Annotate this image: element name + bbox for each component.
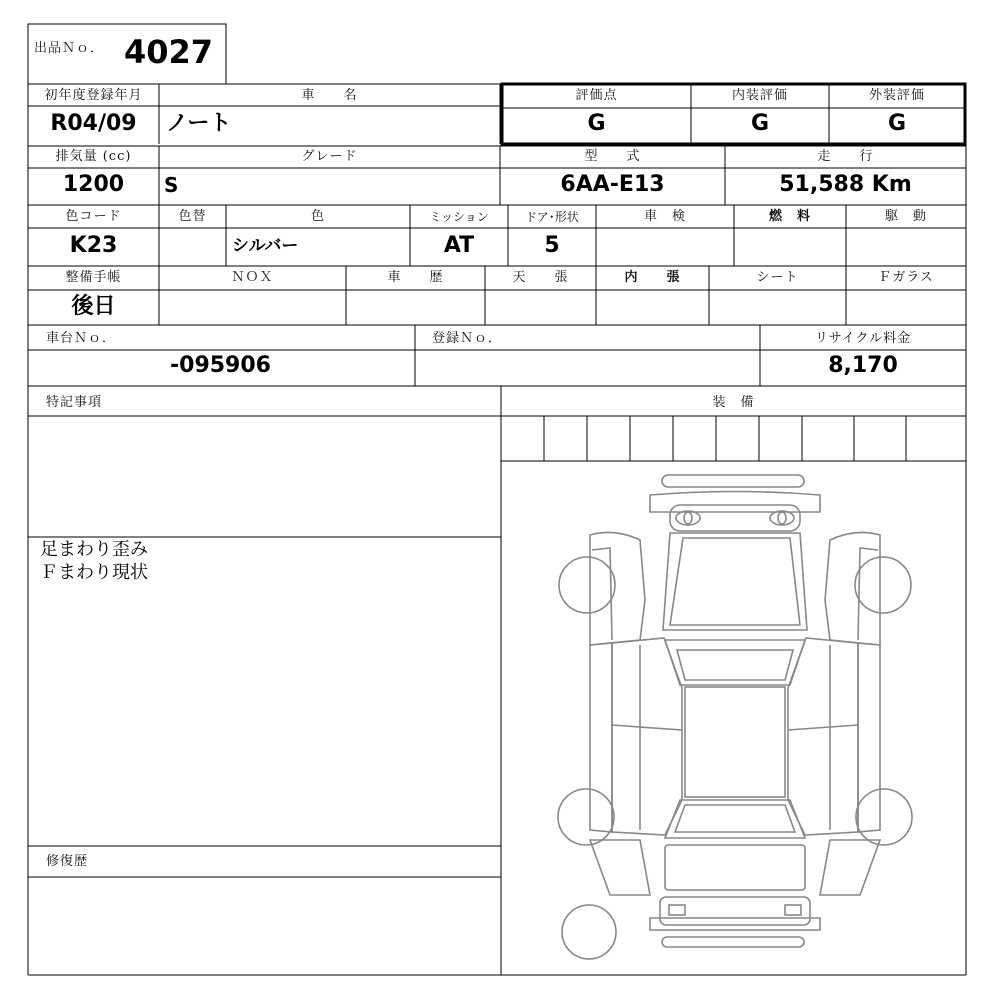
nox-label: ＮＯＸ <box>231 270 274 285</box>
spare-wheel-icon <box>562 905 616 959</box>
headlight-left-icon <box>676 511 700 525</box>
color-value: シルバー <box>232 236 299 256</box>
chassis-number-value: -095906 <box>170 353 271 378</box>
color-code-label: 色コード <box>65 209 122 224</box>
color-code-value: K23 <box>69 233 118 258</box>
remarks-label: 特記事項 <box>46 395 103 410</box>
score-value: G <box>587 111 606 136</box>
first-registration-value: R04/09 <box>50 111 137 136</box>
taillight-right-icon <box>785 905 801 915</box>
recycle-fee-value: 8,170 <box>828 353 898 378</box>
color-label: 色 <box>310 209 325 224</box>
maintenance-record-label: 整備手帳 <box>65 270 122 285</box>
exterior-rating-label: 外装評価 <box>868 88 925 103</box>
chassis-number-label: 車台Ｎｏ． <box>46 331 117 346</box>
mileage-label: 走 行 <box>817 149 874 164</box>
remark-note-2: Ｆまわり現状 <box>40 562 148 583</box>
lot-number-label: 出品Ｎｏ． <box>34 41 105 56</box>
lot-number-value: 4027 <box>124 33 214 71</box>
score-label: 評価点 <box>575 88 618 103</box>
mileage-value: 51,588 Km <box>779 172 912 197</box>
headlight-right-icon <box>770 511 794 525</box>
registration-number-label: 登録Ｎｏ． <box>432 331 503 346</box>
vehicle-history-label: 車 歴 <box>387 270 444 285</box>
wheel-front-left-icon <box>559 557 615 613</box>
model-code-label: 型 式 <box>584 149 641 164</box>
interior-rating-value: G <box>750 111 770 136</box>
interior-rating-label: 内装評価 <box>731 88 788 103</box>
car-name-label: 車 名 <box>301 88 358 103</box>
repair-history-label: 修復歴 <box>46 854 89 869</box>
displacement-label: 排気量 (cc) <box>55 149 132 164</box>
displacement-value: 1200 <box>62 172 125 197</box>
door-shape-value: 5 <box>544 233 560 258</box>
maintenance-record-value: 後日 <box>71 294 116 319</box>
equipment-label: 装 備 <box>712 395 755 410</box>
grade-label: グレード <box>301 149 358 164</box>
car-name-value: ノート <box>166 111 232 136</box>
interior-trim-label: 内 張 <box>624 270 681 285</box>
remark-note-1: 足まわり歪み <box>40 539 148 560</box>
fuel-label: 燃 料 <box>768 209 811 224</box>
first-registration-label: 初年度登録年月 <box>44 88 143 103</box>
seat-label: シート <box>756 270 799 285</box>
transmission-label: ミッション <box>429 210 489 224</box>
sunroof-label: 天 張 <box>512 270 569 285</box>
drive-label: 駆 動 <box>884 209 927 224</box>
color-change-label: 色替 <box>178 209 207 224</box>
door-shape-label: ドア･形状 <box>525 210 579 224</box>
exterior-rating-value: G <box>887 111 907 136</box>
grade-value: S <box>164 173 179 197</box>
model-code-value: 6AA-E13 <box>560 172 665 197</box>
recycle-fee-label: リサイクル料金 <box>814 331 912 346</box>
front-glass-label: Ｆガラス <box>878 270 934 285</box>
inspection-label: 車 検 <box>643 209 686 224</box>
wheel-rear-left-icon <box>558 789 614 845</box>
wheel-front-right-icon <box>855 557 911 613</box>
wheel-rear-right-icon <box>856 789 912 845</box>
transmission-value: AT <box>443 233 475 258</box>
taillight-left-icon <box>669 905 685 915</box>
